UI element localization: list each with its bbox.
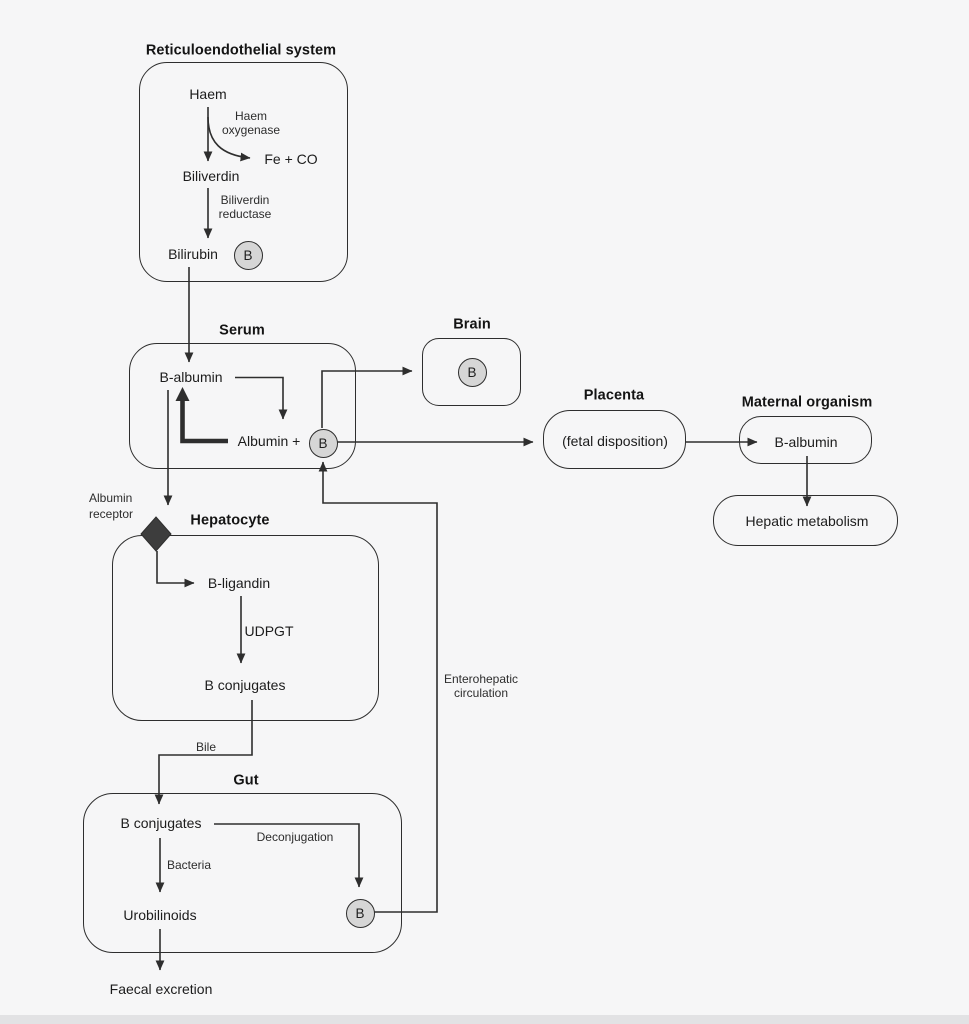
placenta-title: Placenta [583, 387, 645, 404]
bilirubin-symbol-brain-letter: B [467, 364, 477, 380]
gut-b-conjugates-label: B conjugates [120, 814, 202, 831]
faecal-excretion-label: Faecal excretion [109, 980, 213, 997]
enterohepatic-line1: Enterohepatic [443, 672, 519, 687]
gut-title: Gut [233, 772, 259, 789]
albumin-receptor-line2: receptor [89, 507, 134, 521]
bilirubin-label: Bilirubin [168, 245, 218, 262]
bacteria-label: Bacteria [166, 858, 212, 873]
serum-title: Serum [219, 322, 265, 339]
albumin-receptor-diamond [141, 517, 171, 551]
arrow-albumin-to-b-albumin-bold [183, 400, 229, 441]
bilirubin-symbol-gut [346, 899, 375, 928]
haem-oxygenase-line1: Haem [234, 109, 268, 124]
biliverdin-reductase-line2: reductase [218, 207, 272, 221]
bilirubin-symbol-brain [458, 358, 487, 387]
bilirubin-symbol-re [234, 241, 263, 270]
bilirubin-symbol-serum [309, 429, 338, 458]
hepatocyte-b-conjugates-label: B conjugates [204, 676, 286, 693]
bilirubin-symbol-gut-letter: B [355, 905, 365, 921]
scan-edge-strip [0, 1015, 969, 1024]
serum-b-albumin-label: B-albumin [159, 368, 223, 385]
arrow-albumin-to-b-albumin-bold-head [176, 387, 190, 401]
arrow-receptor-to-b-ligandin [157, 551, 194, 583]
fe-co-label: Fe + CO [264, 150, 318, 167]
biliverdin-reductase-line1: Biliverdin [220, 193, 270, 208]
b-ligandin-label: B-ligandin [207, 574, 271, 591]
albumin-receptor-line1: Albumin [89, 491, 133, 505]
serum-albumin-label: Albumin + [237, 432, 301, 449]
arrow-enterohepatic-circulation [323, 462, 437, 912]
bilirubin-symbol-serum-letter: B [318, 435, 328, 451]
reticuloendothelial-title: Reticuloendothelial system [145, 42, 337, 59]
bilirubin-symbol-re-letter: B [243, 247, 253, 263]
deconjugation-label: Deconjugation [256, 830, 334, 845]
fetal-disposition-label: (fetal disposition) [562, 432, 668, 449]
albumin-receptor-label [89, 490, 133, 522]
bile-label: Bile [195, 740, 217, 755]
brain-title: Brain [453, 316, 491, 333]
maternal-b-albumin-label: B-albumin [774, 433, 838, 450]
hepatic-metabolism-label: Hepatic metabolism [745, 512, 869, 529]
haem-oxygenase-label [222, 110, 280, 138]
udpgt-label: UDPGT [244, 622, 294, 639]
enterohepatic-line2: circulation [453, 686, 509, 700]
biliverdin-reductase-label [219, 194, 272, 222]
biliverdin-label: Biliverdin [182, 167, 240, 184]
haem-label: Haem [189, 85, 227, 102]
arrow-serum-b-to-brain [322, 371, 412, 428]
arrow-b-albumin-to-albumin [235, 378, 283, 420]
urobilinoids-label: Urobilinoids [123, 906, 197, 923]
haem-oxygenase-line2: oxygenase [221, 123, 281, 137]
enterohepatic-label [444, 673, 518, 701]
maternal-title: Maternal organism [741, 394, 873, 411]
hepatocyte-title: Hepatocyte [190, 512, 270, 529]
